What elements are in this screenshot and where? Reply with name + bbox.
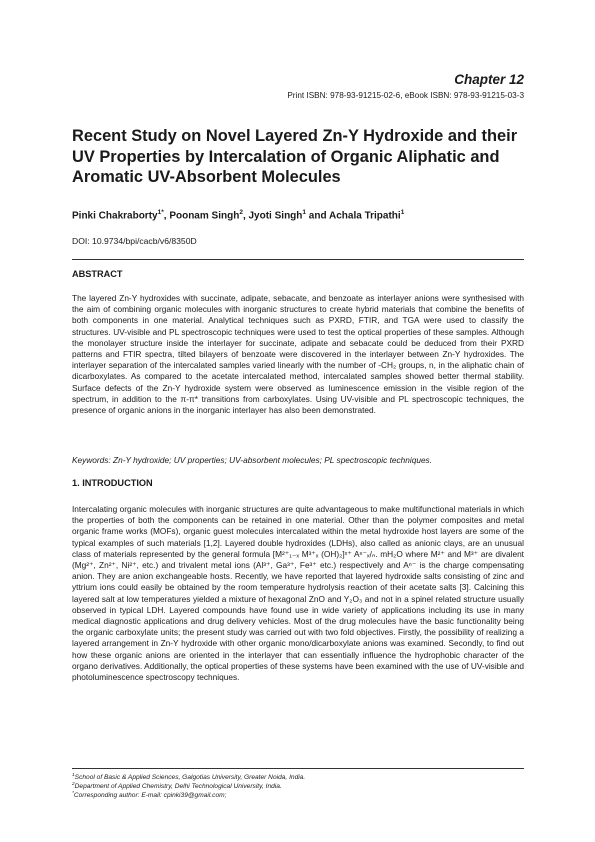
author-separator: and [306, 210, 329, 222]
author-name: Poonam Singh [169, 210, 240, 222]
paper-title: Recent Study on Novel Layered Zn-Y Hydroxide and their UV Properties by Intercalation of Organic Aliphatic and Aromatic UV-Absorbent Molecules [72, 127, 518, 186]
divider [72, 259, 524, 260]
footnote [72, 792, 524, 801]
introduction-text-part: Intercalating organic molecules with inorganic structures are quite advantageous to make multifunctional materials in which the properties of both the components can be retained in one material. Other than the polymer composites and metal organic frame works (MOFs), organic guest molecules intercalated within the metal hydroxide host layers are some of the typical examples of such materials [1,2]. Layered double hydroxides (LDHs), also called as anionic clays, are an unusual class of materials represented by the general formula [M²⁺₁₋ₓ M³⁺ₓ (OH)₂]ˣ⁺ Aⁿ⁻ₓ/ₙ. mH₂O where M²⁺ and M³⁺ are divalent (Mg²⁺, Zn²⁺, Ni²⁺, etc.) and trivalent metal ions (Al³⁺, Ga³⁺, Fe³⁺ etc.) respectively and Aⁿ⁻ is the charge compensating anion. They are anion exchangeable hosts. Recently, we have reported that layered hydroxide salts consisting of zinc and yttrium ions could easily be obtained by the room temperature hydrolysis reaction of their acetate salts [3]. Calcining this layered salt at low temperatures yielded a mixture of hexagonal ZnO and Y₂O₃ and not in a spinel related structure usually observed in typical LDH. [72, 504, 524, 615]
abstract-text: The layered Zn-Y hydroxides with succinate, adipate, sebacate, and benzoate as interlayer anions were synthesised with the aim of combining organic molecules with inorganic structures to create hybrid materials that combine the benefits of both components in one material. Analytical techniques such as PXRD, FTIR, and TGA were used to classify the structures. UV-visible and PL spectroscopic techniques were used to test the optical properties of these samples. Although the monolayer structure inside the interlayer for succinate, adipate and sebacate could be deduced from their PXRD patterns and FTIR spectra, tilted bilayers of benzoate were discovered in the interlayer between Zn-Y hydroxides. The interlayer separation of the intercalated samples varied linearly with the number of -CH₂ groups, n, in the aliphatic chain of dicarboxylates. As compared to the acetate intercalated method, intercalated samples showed better thermal stability. Surface defects of the Zn-Y hydroxide system were observed as luminescence emission in the visible region of the spectrum, in addition to the π-π* transitions from carboxylates. Using UV-visible and PL spectroscopic techniques, the presence of organic anions in the inorganic interlayer has also been demonstrated. [72, 293, 524, 416]
author-name: Achala Tripathi [329, 210, 401, 222]
paper-page [72, 0, 524, 842]
introduction-heading: 1. INTRODUCTION [72, 478, 153, 488]
footnote-text: Department of Applied Chemistry, Delhi Technological University, India. [74, 783, 282, 790]
footnote-mark: 1 [72, 772, 75, 778]
author-separator: , [242, 210, 249, 222]
footnote-mark: 2 [72, 781, 75, 787]
affiliation-mark: 1 [400, 209, 405, 216]
footnote-mark: * [72, 790, 74, 796]
author-list [72, 209, 404, 221]
footnote-text: School of Basic & Applied Sciences, Galgotias University, Greater Noida, India. [74, 774, 306, 781]
introduction-text-part: Layered compounds have found use in wide variety of applications including its use in many medical diagnostic applications and drug delivery vehicles. Most of the drug molecules have the basic functionality being the organic carboxylate units; the present study was carried out with two fold objectives. Firstly, the possibility of realizing a layered arrangement in Zn-Y hydroxide with other organic mono/dicarboxylate anions was examined. Secondly, to find out how these organic anions are oriented in the interlayer that can essentially influence the hydrophobic character of the organo derivatives. Additionally, the optical properties of these systems have been examined with the use of UV-visible and photoluminescence spectroscopy techniques. [72, 604, 524, 683]
chapter-label: Chapter 12 [454, 72, 524, 87]
footnote [72, 783, 524, 792]
abstract-heading: ABSTRACT [72, 269, 123, 279]
affiliation-mark: 2 [239, 209, 243, 216]
author-separator: , [163, 210, 170, 222]
footnote-text: Corresponding author: E-mail: cpinki39@gmail.com; [73, 792, 227, 799]
keywords-line: Keywords: Zn-Y hydroxide; UV properties; UV-absorbent molecules; PL spectroscopic techniques. [72, 455, 433, 465]
doi-link[interactable]: DOI: 10.9734/bpi/cacb/v6/8350D [72, 236, 197, 246]
affiliation-mark: 1* [157, 209, 164, 216]
introduction-text [72, 504, 524, 683]
author-name: Pinki Chakraborty [72, 210, 158, 222]
footnote [72, 774, 524, 783]
affiliation-mark: 1 [302, 209, 307, 216]
author-name: Jyoti Singh [248, 210, 303, 222]
isbn-line: Print ISBN: 978-93-91215-02-6, eBook ISBN: 978-93-91215-03-3 [287, 91, 524, 100]
footnote-divider [72, 768, 524, 769]
